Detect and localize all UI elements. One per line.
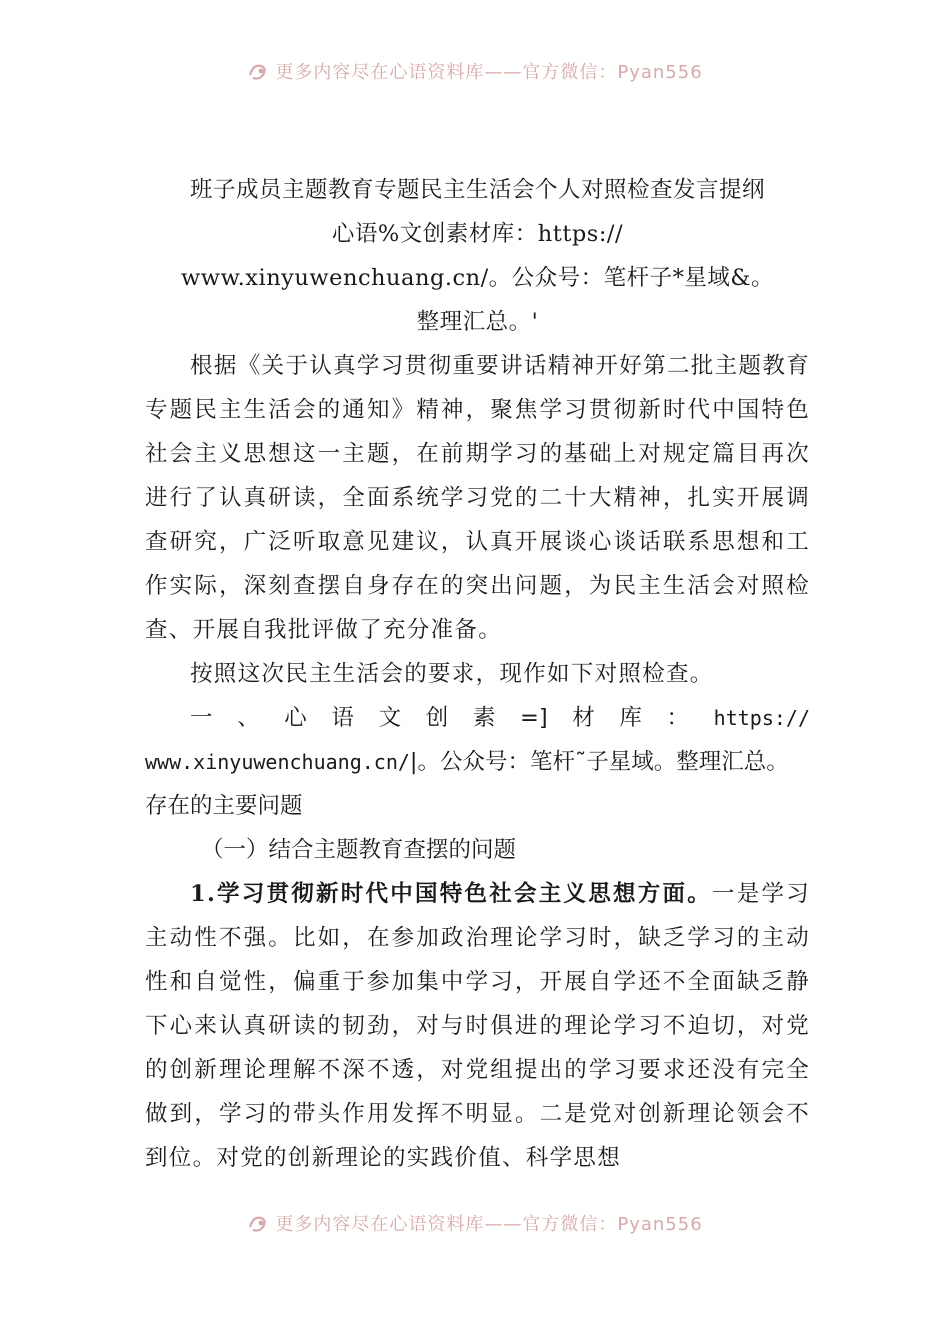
logo-icon [247,1212,269,1234]
title-line-1: 班子成员主题教育专题民主生活会个人对照检查发言提纲 [189,177,765,203]
title-line-2: 心语%文创素材库：https:// [331,221,624,247]
title-line-4: 整理汇总。' [416,309,539,335]
document-title [145,168,810,344]
section-heading-spaced-line [145,696,810,740]
watermark-text: 更多内容尽在心语资料库——官方微信：Pyan556 [275,62,703,83]
watermark-banner-bottom [0,1210,950,1240]
heading-char: 素 [472,705,496,731]
watermark-banner-top [0,58,950,88]
paragraph-intro: 根据《关于认真学习贯彻重要讲话精神开好第二批主题教育专题民主生活会的通知》精神，聚焦学习贯彻新时代中国特色社会主义思想这一主题，在前期学习的基础上对规定篇目再次进行了认真研读，全面系统学习党的二十大精神，扎实开展调查研究，广泛听取意见建议，认真开展谈心谈话联系思想和工作实际，深刻查摆自身存在的突出问题，为民主生活会对照检查、开展自我批评做了充分准备。 [145,353,810,643]
heading-char: 创 [425,705,449,731]
heading-rest-text: |。公众号：笔杆˜子星域。整理汇总。存在的主要问题 [145,749,789,819]
section-heading-1 [145,696,810,828]
heading-char: 文 [378,705,402,731]
heading-char: =] [519,705,548,731]
heading-char: 心 [284,705,307,731]
heading-char: 一 [190,705,213,731]
subsection-heading: （一）结合主题教育查摆的问题 [201,837,517,863]
document-page [145,168,810,1180]
heading-char: 语 [331,705,354,731]
heading-char: 材 [572,705,595,731]
heading-url: www.xinyuwenchuang.cn/ [145,750,410,774]
heading-char: ： [666,705,690,731]
paragraph-study-issues [145,872,810,1180]
watermark-text: 更多内容尽在心语资料库——官方微信：Pyan556 [275,1214,703,1235]
paragraph-lead: 1.学习贯彻新时代中国特色社会主义思想方面。 [190,881,712,907]
paragraph-requirement: 按照这次民主生活会的要求，现作如下对照检查。 [190,661,714,687]
heading-char: 、 [237,705,260,731]
logo-icon [247,60,269,82]
title-line-3: www.xinyuwenchuang.cn/。公众号：笔杆子*星域&。 [181,265,774,291]
section-heading-rest [145,740,810,828]
paragraph-body: 一是学习主动性不强。比如，在参加政治理论学习时，缺乏学习的主动性和自觉性，偏重于参加集中学习，开展自学还不全面缺乏静下心来认真研读的韧劲，对与时俱进的理论学习不迫切，对党的创新理论理解不深不透，对党组提出的学习要求还没有完全做到，学习的带头作用发挥不明显。二是党对创新理论领会不到位。对党的创新理论的实践价值、科学思想 [145,881,811,1171]
heading-url-start: https:// [713,706,810,730]
heading-char: 库 [619,705,642,731]
